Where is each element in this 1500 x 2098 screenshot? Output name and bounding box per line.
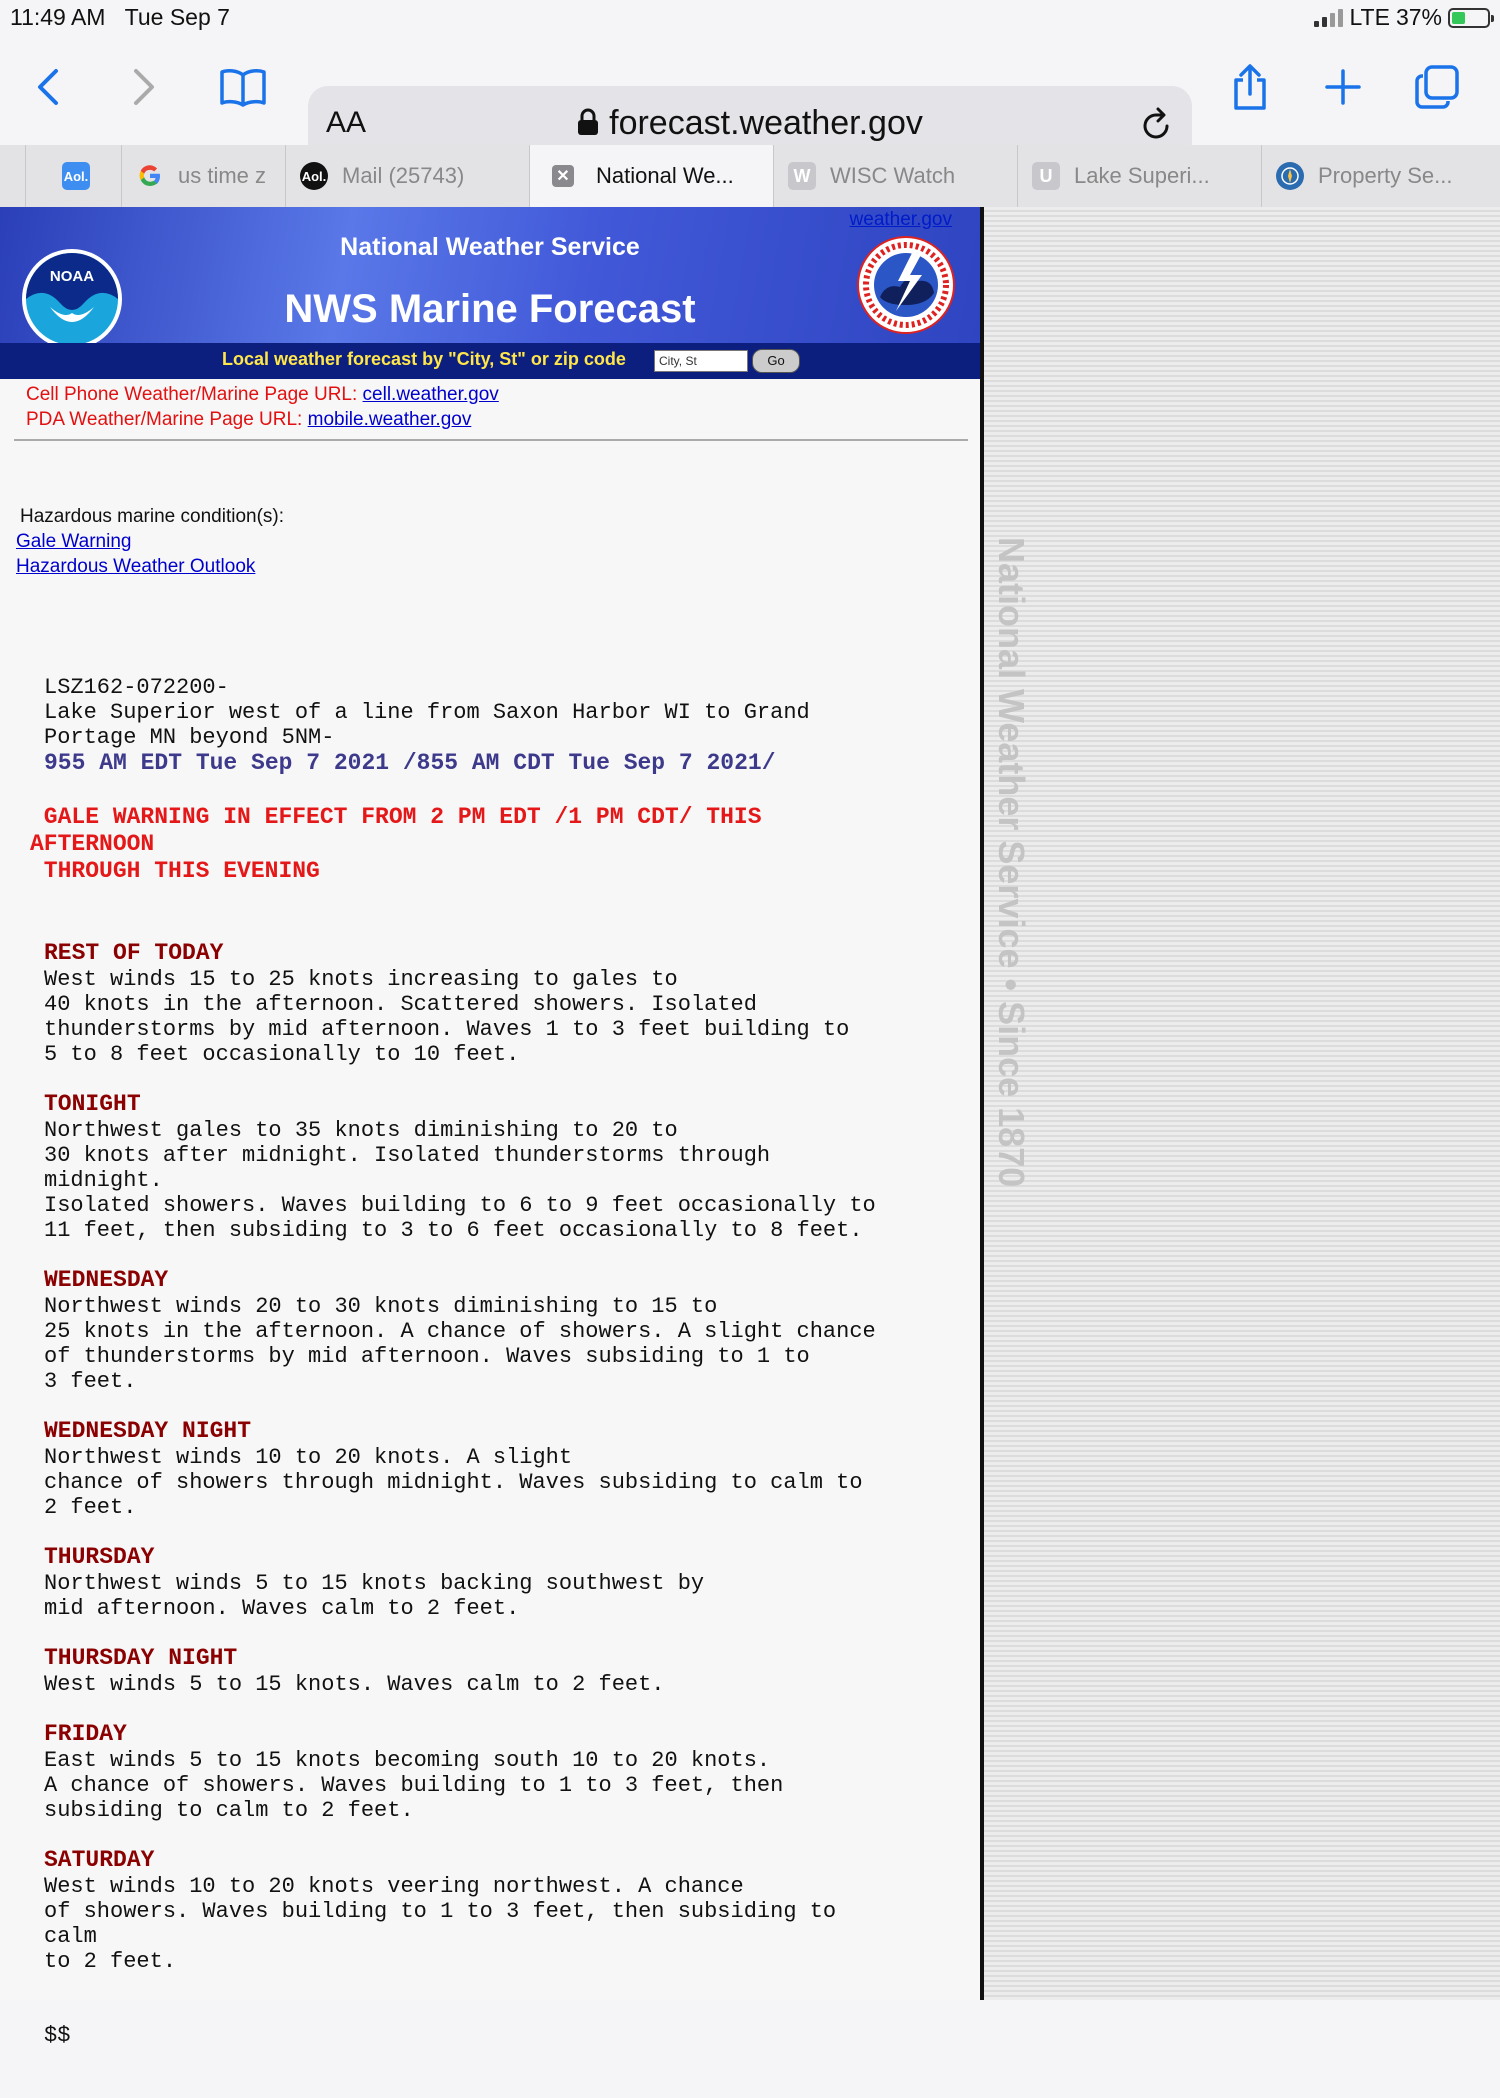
gale-warning-link[interactable]: Gale Warning — [16, 531, 132, 552]
status-time: 11:49 AM Tue Sep 7 — [10, 4, 230, 30]
web-page — [0, 207, 1500, 2048]
tab-label: us time z — [178, 163, 267, 188]
go-button[interactable]: Go — [752, 349, 800, 373]
period-text: West winds 10 to 20 knots veering northwest. A chance of showers. Waves building to 1 to 3 feet, then subsiding to calm to 2 feet. — [44, 1874, 837, 1974]
network-label: LTE — [1349, 4, 1390, 30]
city-search-input[interactable]: City, St — [654, 350, 748, 372]
tab-mail[interactable] — [286, 145, 530, 207]
forecast-period — [44, 1847, 876, 1974]
page-title: NWS Marine Forecast — [284, 287, 696, 331]
sidebar-background — [984, 207, 1500, 2000]
search-label: Local weather forecast by "City, St" or zip code — [222, 349, 626, 369]
divider-line — [14, 439, 968, 441]
tab-wisc-watch[interactable] — [774, 145, 1018, 207]
marine-forecast-text — [30, 650, 876, 2098]
period-text: West winds 15 to 25 knots increasing to gales to 40 knots in the afternoon. Scattered showers. Isolated thunderstorms by mid afternoon. Waves 1 to 3 feet building to 5 to 8 feet occasionally to 10 feet. — [44, 967, 850, 1067]
url-text: forecast.weather.gov — [609, 104, 923, 142]
reload-button[interactable] — [1140, 106, 1174, 147]
new-tab-button[interactable] — [1318, 62, 1368, 112]
period-name: SATURDAY — [44, 1847, 155, 1873]
forecast-period — [44, 1418, 876, 1520]
lock-icon — [577, 108, 599, 136]
u-favicon-icon: U — [1032, 162, 1060, 190]
forecast-period — [44, 1721, 876, 1823]
tabs-overview-button[interactable] — [1412, 62, 1462, 112]
period-name: WEDNESDAY NIGHT — [44, 1418, 252, 1444]
hazards-section — [16, 504, 285, 579]
tab-label: National We... — [596, 163, 734, 188]
signal-icon — [1314, 9, 1343, 27]
gale-warning-text: GALE WARNING IN EFFECT FROM 2 PM EDT /1 PM CDT/ THIS AFTERNOON THROUGH THIS EVENING — [30, 804, 762, 884]
text-size-button[interactable]: AA — [326, 106, 367, 139]
browser-toolbar — [0, 40, 1500, 140]
w-favicon-icon: W — [788, 162, 816, 190]
mobile-urls — [26, 382, 499, 432]
pda-url-row: PDA Weather/Marine Page URL: mobile.weather.gov — [26, 409, 472, 430]
cell-url-row: Cell Phone Weather/Marine Page URL: cell.weather.gov — [26, 384, 499, 405]
chevron-right-icon — [128, 67, 158, 107]
tab-label: Property Se... — [1318, 163, 1453, 188]
google-icon — [136, 162, 164, 190]
weather-gov-link[interactable]: weather.gov — [849, 209, 952, 230]
plus-icon — [1323, 67, 1363, 107]
mobile-weather-link[interactable]: mobile.weather.gov — [307, 409, 472, 430]
period-name: WEDNESDAY — [44, 1267, 169, 1293]
battery-percent: 37% — [1395, 4, 1442, 30]
banner-org-name: National Weather Service — [340, 233, 640, 261]
period-text: Northwest winds 5 to 15 knots backing southwest by mid afternoon. Waves calm to 2 feet. — [44, 1571, 705, 1621]
url-display[interactable] — [308, 104, 1192, 143]
status-right — [1314, 4, 1490, 31]
period-text: Northwest winds 20 to 30 knots diminishing to 15 to 25 knots in the afternoon. A chance of showers. A slight chance of thunderstorms by mid afternoon. Waves subsiding to 1 to 3 feet. — [44, 1294, 876, 1394]
tab-national-weather[interactable] — [530, 145, 774, 207]
tab-property-search[interactable] — [1262, 145, 1500, 207]
tab-partial[interactable] — [0, 145, 26, 207]
period-text: Northwest winds 10 to 20 knots. A slight chance of showers through midnight. Waves subsiding to calm to 2 feet. — [44, 1445, 863, 1520]
forecast-period — [44, 940, 876, 1067]
zone-description: Lake Superior west of a line from Saxon Harbor WI to Grand Portage MN beyond 5NM- — [44, 700, 810, 750]
reload-icon — [1140, 106, 1174, 142]
tab-bar — [0, 145, 1500, 208]
tab-us-time[interactable] — [122, 145, 286, 207]
hazards-heading: Hazardous marine condition(s): — [20, 506, 285, 527]
battery-icon — [1448, 8, 1490, 28]
aol-icon: Aol. — [300, 162, 328, 190]
back-button[interactable] — [24, 62, 74, 112]
tab-aol[interactable] — [26, 145, 122, 207]
aol-icon: Aol. — [62, 162, 90, 190]
nws-banner — [0, 207, 980, 379]
zone-code: LSZ162-072200- — [44, 675, 229, 700]
period-name: REST OF TODAY — [44, 940, 224, 966]
period-text: East winds 5 to 15 knots becoming south 10 to 20 knots. A chance of showers. Waves building to 1 to 3 feet, then subsiding to calm to 2 feet. — [44, 1748, 784, 1823]
forecast-period — [44, 1267, 876, 1394]
period-name: TONIGHT — [44, 1091, 141, 1117]
status-bar — [0, 0, 1500, 36]
book-icon — [219, 67, 267, 107]
tab-label: Lake Superi... — [1074, 163, 1210, 188]
period-name: THURSDAY NIGHT — [44, 1645, 238, 1671]
cell-weather-link[interactable]: cell.weather.gov — [362, 384, 499, 405]
compass-icon — [1276, 162, 1304, 190]
forecast-period — [44, 1645, 876, 1697]
search-strip — [0, 343, 980, 379]
period-text: Northwest gales to 35 knots diminishing to 20 to 30 knots after midnight. Isolated thunderstorms through midnight. Isolated showers. Waves building to 6 to 9 feet occasionally to 11 feet, then subsiding to 3 to 6 feet occasionally to 8 feet. — [44, 1118, 876, 1243]
forecast-period — [44, 1544, 876, 1621]
tabs-icon — [1414, 64, 1460, 110]
tab-label: Mail (25743) — [342, 163, 465, 188]
forward-button[interactable] — [118, 62, 168, 112]
chevron-left-icon — [34, 67, 64, 107]
period-text: West winds 5 to 15 knots. Waves calm to 2 feet. — [44, 1672, 665, 1697]
end-marker: $$ — [44, 2023, 71, 2048]
share-icon — [1230, 64, 1270, 110]
close-icon[interactable]: ✕ — [552, 165, 574, 187]
issued-time: 955 AM EDT Tue Sep 7 2021 /855 AM CDT Tue Sep 7 2021/ — [44, 750, 776, 776]
forecast-periods — [44, 940, 876, 1974]
period-name: FRIDAY — [44, 1721, 127, 1747]
tab-label: WISC Watch — [830, 163, 956, 188]
svg-text:NOAA: NOAA — [49, 268, 95, 285]
sidebar-vertical-text: National Weather Service • Since 1870 — [991, 537, 1032, 1188]
share-button[interactable] — [1225, 62, 1275, 112]
bookmarks-button[interactable] — [218, 62, 268, 112]
page-content — [0, 207, 980, 2048]
hazardous-weather-outlook-link[interactable]: Hazardous Weather Outlook — [16, 556, 256, 577]
battery-fill — [1452, 12, 1465, 24]
period-name: THURSDAY — [44, 1544, 155, 1570]
tab-lake-superior[interactable] — [1018, 145, 1262, 207]
forecast-period — [44, 1091, 876, 1243]
